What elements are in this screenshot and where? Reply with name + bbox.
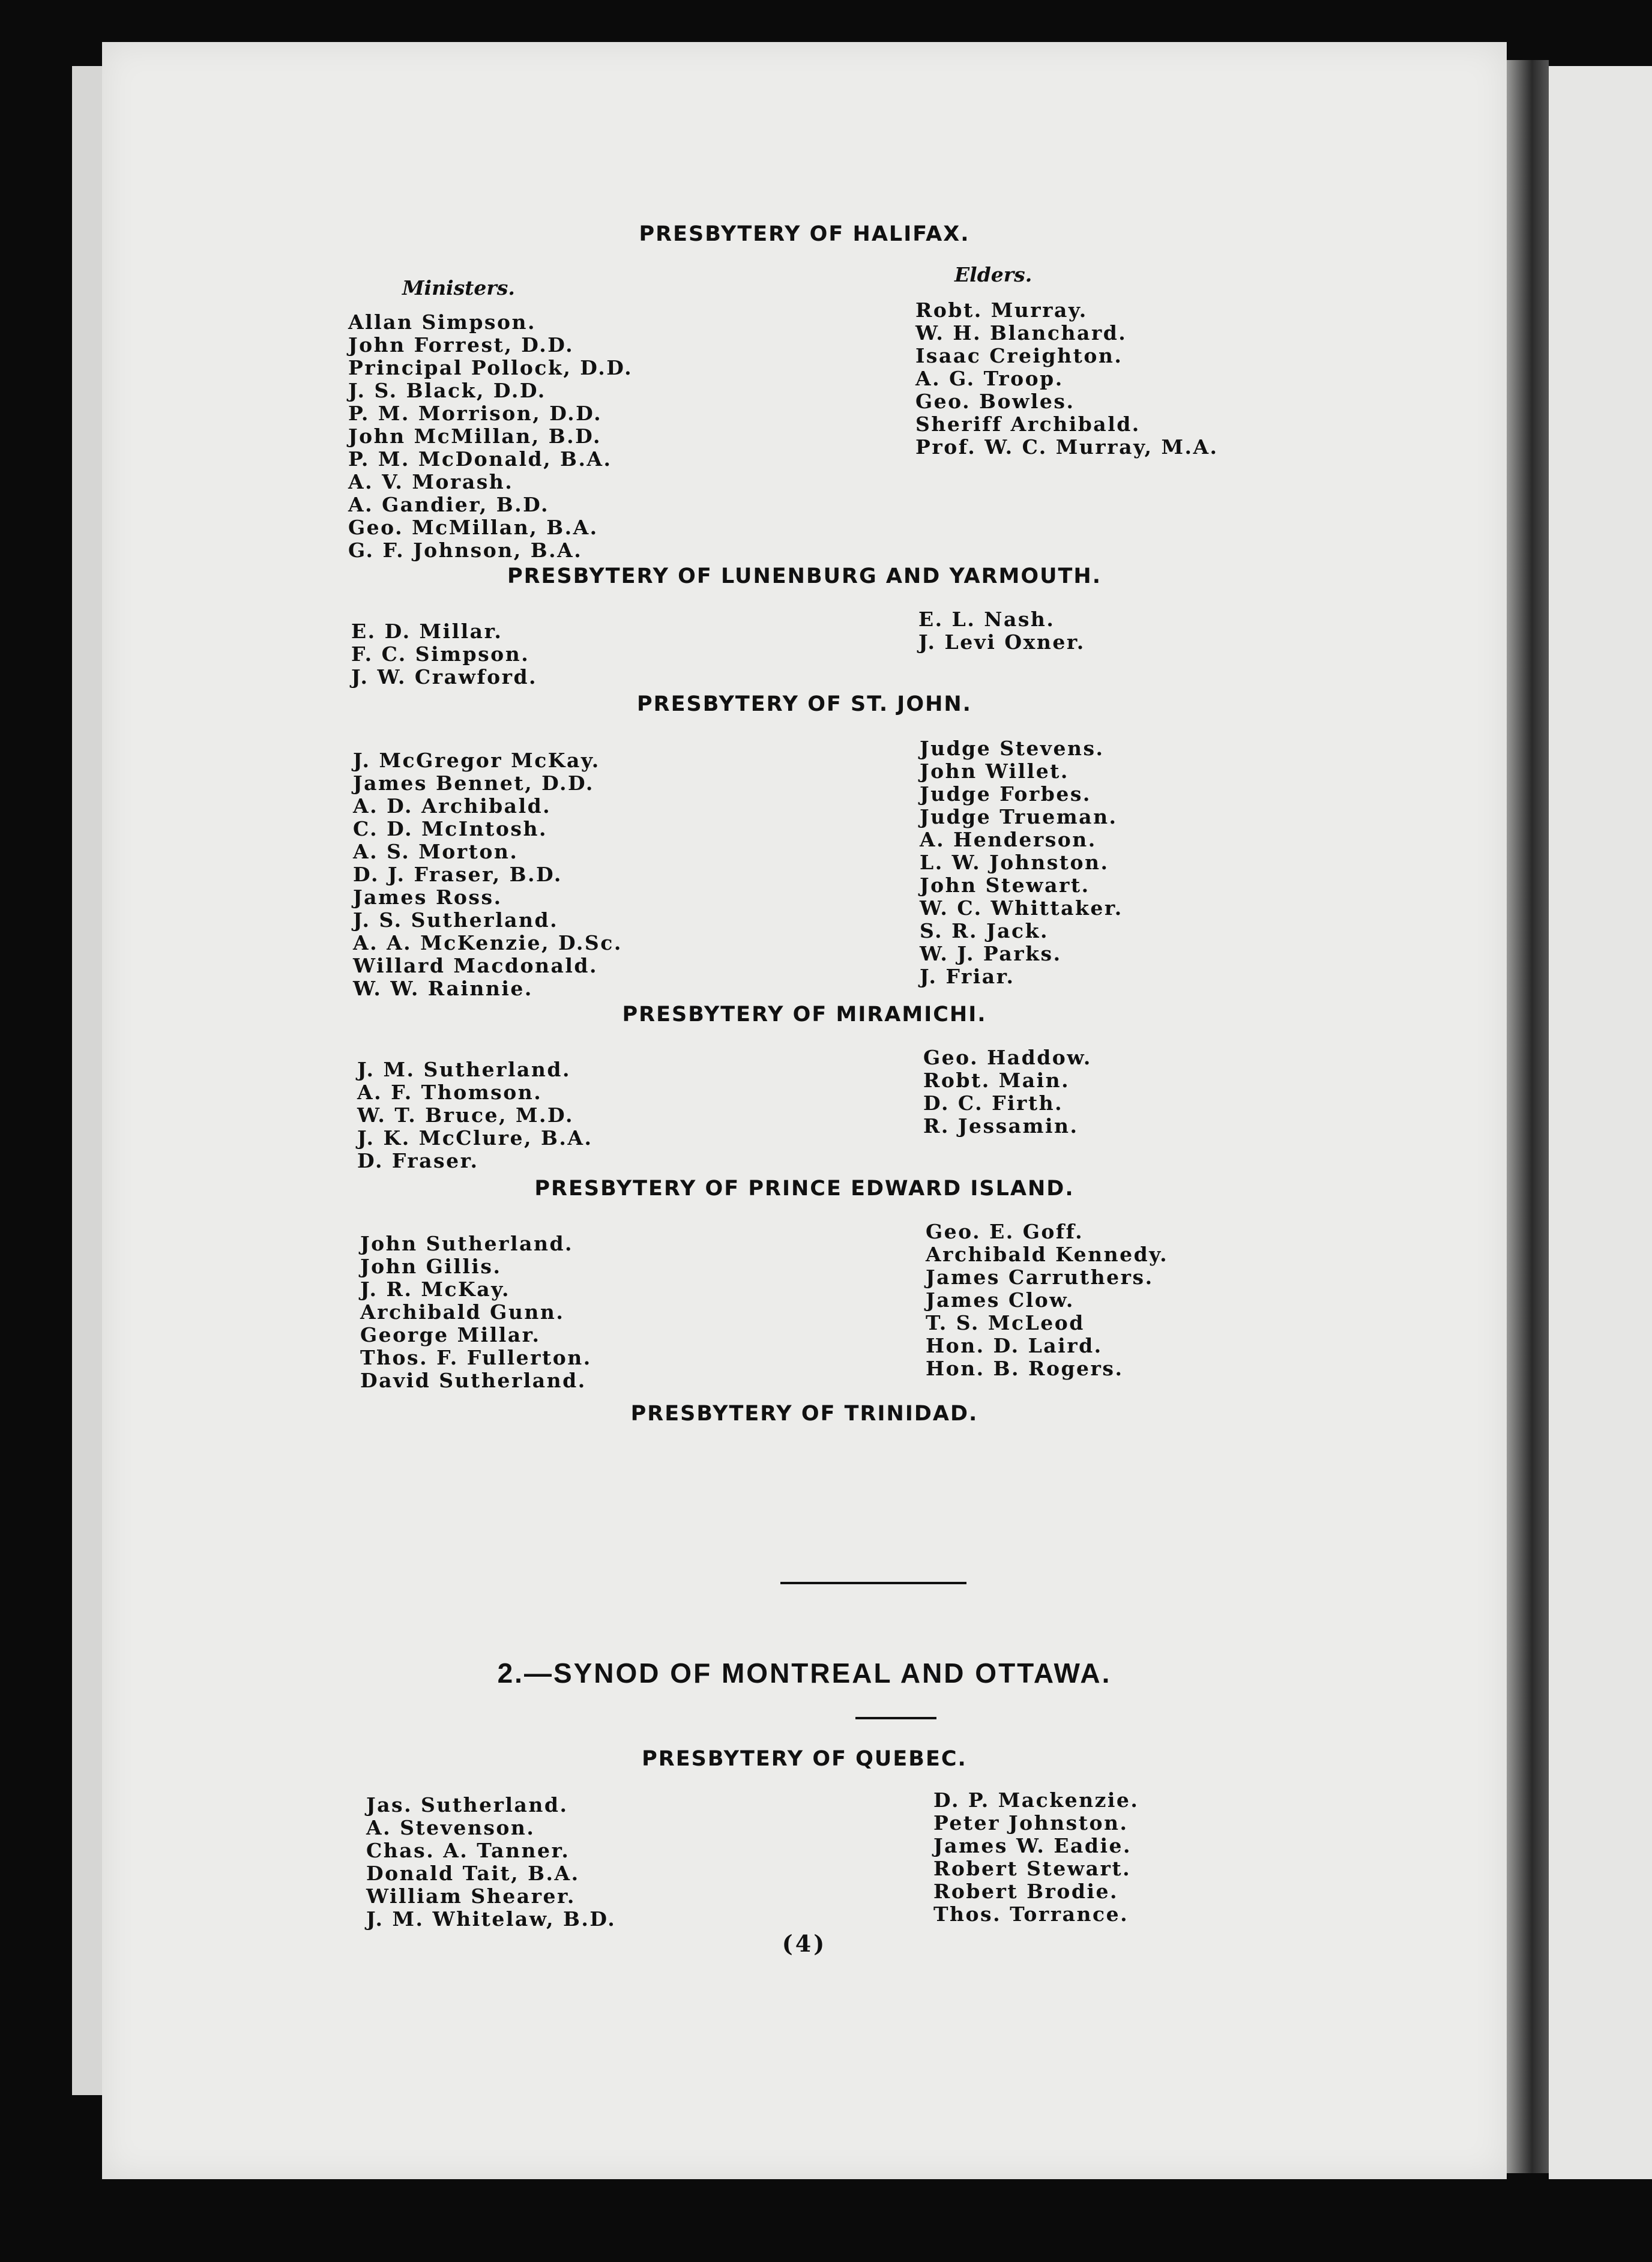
- elders-label: Elders.: [954, 263, 1032, 286]
- list-item: Donald Tait, B.A.: [366, 1862, 580, 1885]
- document-page: [102, 42, 1507, 2179]
- book-gutter: [1507, 60, 1549, 2173]
- section-divider: [780, 1582, 966, 1584]
- list-item: Prof. W. C. Murray, M.A.: [915, 435, 1219, 459]
- list-item: John McMillan, B.D.: [348, 424, 602, 448]
- list-item: S. R. Jack.: [920, 919, 1049, 942]
- page-number: (4): [782, 1930, 827, 1957]
- adjacent-page: [1549, 66, 1652, 2179]
- list-item: Isaac Creighton.: [915, 344, 1123, 367]
- list-item: James Clow.: [926, 1288, 1075, 1312]
- list-item: Principal Pollock, D.D.: [348, 356, 633, 379]
- list-item: J. S. Sutherland.: [353, 908, 559, 932]
- list-item: A. Gandier, B.D.: [348, 493, 550, 516]
- list-item: William Shearer.: [366, 1884, 576, 1908]
- ministers-label: Ministers.: [402, 276, 515, 300]
- list-item: Hon. B. Rogers.: [926, 1357, 1124, 1380]
- list-item: Archibald Gunn.: [360, 1300, 565, 1324]
- list-item: Robt. Murray.: [915, 298, 1088, 322]
- list-item: E. L. Nash.: [918, 608, 1055, 631]
- lunenburg-heading: PRESBYTERY OF LUNENBURG AND YARMOUTH.: [507, 564, 1102, 588]
- list-item: George Millar.: [360, 1323, 541, 1347]
- synod-underline: [855, 1717, 936, 1719]
- quebec-heading: PRESBYTERY OF QUEBEC.: [642, 1747, 967, 1771]
- list-item: Geo. E. Goff.: [926, 1220, 1084, 1243]
- list-item: E. D. Millar.: [351, 620, 503, 643]
- list-item: James Carruthers.: [926, 1265, 1154, 1289]
- list-item: J. W. Crawford.: [351, 665, 538, 689]
- list-item: J. K. McClure, B.A.: [357, 1126, 593, 1150]
- pei-heading: PRESBYTERY OF PRINCE EDWARD ISLAND.: [534, 1177, 1075, 1201]
- list-item: L. W. Johnston.: [920, 851, 1109, 874]
- list-item: P. M. McDonald, B.A.: [348, 447, 612, 471]
- list-item: D. J. Fraser, B.D.: [353, 863, 562, 886]
- list-item: Chas. A. Tanner.: [366, 1839, 570, 1862]
- list-item: David Sutherland.: [360, 1369, 586, 1392]
- list-item: Judge Trueman.: [920, 805, 1118, 828]
- trinidad-heading: PRESBYTERY OF TRINIDAD.: [630, 1402, 978, 1426]
- list-item: Judge Forbes.: [920, 782, 1091, 806]
- list-item: J. M. Whitelaw, B.D.: [366, 1907, 616, 1931]
- list-item: Geo. Haddow.: [923, 1046, 1092, 1069]
- list-item: R. Jessamin.: [923, 1114, 1079, 1138]
- list-item: Robert Brodie.: [933, 1880, 1119, 1903]
- list-item: James Bennet, D.D.: [353, 771, 594, 795]
- list-item: James W. Eadie.: [933, 1834, 1132, 1857]
- list-item: Geo. McMillan, B.A.: [348, 516, 598, 539]
- list-item: J. M. Sutherland.: [357, 1058, 571, 1081]
- list-item: J. Friar.: [920, 965, 1015, 988]
- list-item: A. Henderson.: [920, 828, 1097, 851]
- list-item: Jas. Sutherland.: [366, 1793, 568, 1817]
- list-item: F. C. Simpson.: [351, 642, 530, 666]
- list-item: Thos. Torrance.: [933, 1902, 1129, 1926]
- list-item: J. McGregor McKay.: [353, 749, 600, 772]
- list-item: John Gillis.: [360, 1255, 502, 1278]
- list-item: Robt. Main.: [923, 1069, 1070, 1092]
- list-item: J. S. Black, D.D.: [348, 379, 546, 402]
- list-item: A. G. Troop.: [915, 367, 1064, 390]
- list-item: James Ross.: [353, 885, 502, 909]
- list-item: A. Stevenson.: [366, 1816, 535, 1839]
- list-item: W. C. Whittaker.: [920, 896, 1123, 920]
- list-item: Sheriff Archibald.: [915, 412, 1141, 436]
- stjohn-heading: PRESBYTERY OF ST. JOHN.: [637, 692, 972, 716]
- list-item: Judge Stevens.: [920, 737, 1105, 760]
- list-item: Robert Stewart.: [933, 1857, 1132, 1880]
- list-item: D. Fraser.: [357, 1149, 479, 1172]
- list-item: T. S. McLeod: [926, 1311, 1085, 1335]
- list-item: John Sutherland.: [360, 1232, 574, 1255]
- list-item: Geo. Bowles.: [915, 390, 1075, 413]
- list-item: J. R. McKay.: [360, 1277, 510, 1301]
- halifax-heading: PRESBYTERY OF HALIFAX.: [639, 222, 970, 246]
- list-item: W. T. Bruce, M.D.: [357, 1103, 574, 1127]
- list-item: Peter Johnston.: [933, 1811, 1129, 1835]
- list-item: J. Levi Oxner.: [918, 630, 1085, 654]
- list-item: Willard Macdonald.: [353, 954, 598, 977]
- list-item: John Willet.: [920, 759, 1069, 783]
- list-item: C. D. McIntosh.: [353, 817, 547, 840]
- list-item: A. V. Morash.: [348, 470, 514, 493]
- list-item: W. J. Parks.: [920, 942, 1062, 965]
- list-item: Hon. D. Laird.: [926, 1334, 1103, 1357]
- list-item: D. C. Firth.: [923, 1091, 1064, 1115]
- list-item: W. W. Rainnie.: [353, 977, 533, 1000]
- list-item: P. M. Morrison, D.D.: [348, 402, 603, 425]
- list-item: John Forrest, D.D.: [348, 333, 574, 357]
- list-item: W. H. Blanchard.: [915, 321, 1127, 345]
- list-item: Allan Simpson.: [348, 310, 536, 334]
- list-item: A. F. Thomson.: [357, 1081, 543, 1104]
- miramichi-heading: PRESBYTERY OF MIRAMICHI.: [622, 1003, 987, 1027]
- list-item: D. P. Mackenzie.: [933, 1788, 1139, 1812]
- synod-title: 2.—SYNOD OF MONTREAL AND OTTAWA.: [497, 1657, 1112, 1689]
- list-item: A. D. Archibald.: [353, 794, 552, 818]
- list-item: A. S. Morton.: [353, 840, 519, 863]
- list-item: John Stewart.: [920, 873, 1090, 897]
- list-item: A. A. McKenzie, D.Sc.: [353, 931, 623, 955]
- list-item: G. F. Johnson, B.A.: [348, 538, 583, 562]
- list-item: Thos. F. Fullerton.: [360, 1346, 592, 1369]
- list-item: Archibald Kennedy.: [926, 1243, 1169, 1266]
